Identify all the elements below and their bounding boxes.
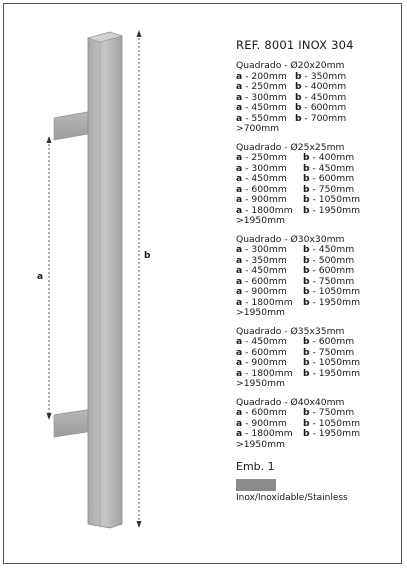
dimension-a-value: 600mm xyxy=(251,346,287,358)
size-row xyxy=(236,195,401,206)
size-row xyxy=(236,174,401,185)
size-row xyxy=(236,245,401,256)
dimension-a-value: 550mm xyxy=(251,112,287,124)
dimension-b-key: b xyxy=(303,428,310,439)
dimension-b-value: 750mm xyxy=(318,275,355,287)
dimension-b-value: 450mm xyxy=(318,162,355,174)
dimension-a-key: a xyxy=(236,296,243,308)
dimension-a-cell: a - 1800mm xyxy=(236,428,293,439)
dimension-a-key: a xyxy=(236,162,243,174)
dimension-b-key: b xyxy=(303,407,310,418)
dimension-b-key: b xyxy=(303,162,310,174)
dimension-b-value: 1050mm xyxy=(318,194,361,205)
size-group xyxy=(236,235,401,319)
size-group-extra: >1950mm xyxy=(236,438,285,450)
dimension-b-key: b xyxy=(303,183,310,195)
size-group xyxy=(236,61,401,135)
dimension-b-cell: b - 1950mm xyxy=(303,367,361,379)
dimension-a-cell: a - 300mm xyxy=(236,244,287,255)
dimension-a-cell: a - 300mm xyxy=(236,91,287,103)
dimension-b-cell: b - 1950mm xyxy=(303,296,361,308)
dimension-a-cell: a - 450mm xyxy=(236,102,287,113)
dimension-a-cell: a - 900mm xyxy=(236,417,287,429)
dimension-b-key: b xyxy=(295,70,302,82)
dimension-b-value: 600mm xyxy=(318,336,355,347)
size-group-header: Quadrado - Ø40x40mm xyxy=(236,396,345,408)
dimension-a-key: a xyxy=(236,254,243,266)
dimension-a-value: 1800mm xyxy=(251,428,293,439)
dimension-a-key: a xyxy=(236,286,243,297)
dimension-a-key: a xyxy=(236,194,243,205)
dimension-b-cell: b - 350mm xyxy=(295,70,347,82)
dimension-b-key: b xyxy=(303,286,310,297)
dimension-b-cell: b - 750mm xyxy=(303,346,355,358)
size-group-header: Quadrado - Ø30x30mm xyxy=(236,233,345,245)
specification-panel xyxy=(236,38,401,503)
dimension-b-cell: b - 1950mm xyxy=(303,428,361,439)
dimension-b-cell: b - 700mm xyxy=(295,112,347,124)
dimension-b-cell: b - 1950mm xyxy=(303,204,361,216)
dimension-b-value: 1050mm xyxy=(318,357,361,368)
dimension-a-value: 250mm xyxy=(251,81,287,92)
dimension-b-key: b xyxy=(303,194,310,205)
dimension-b-key: b xyxy=(303,244,310,255)
dimension-b-value: 1950mm xyxy=(318,428,361,439)
size-row xyxy=(236,358,401,369)
dimension-b-cell: b - 450mm xyxy=(303,244,355,255)
dimension-b-key: b xyxy=(295,112,302,124)
size-group-extra: >1950mm xyxy=(236,307,285,318)
dimension-b-value: 1950mm xyxy=(318,367,361,379)
dimension-b-cell: b - 600mm xyxy=(303,173,355,184)
dimension-label-b: b xyxy=(144,251,151,261)
dimension-a-value: 900mm xyxy=(251,417,287,429)
dimension-b-key: b xyxy=(303,152,310,163)
dimension-a-cell: a - 450mm xyxy=(236,336,287,347)
dimension-b-cell: b - 500mm xyxy=(303,254,355,266)
dimension-b-key: b xyxy=(295,102,302,113)
dimension-b-cell: b - 450mm xyxy=(295,91,347,103)
dimension-a-key: a xyxy=(236,244,243,255)
dimension-a-value: 600mm xyxy=(251,183,287,195)
dimension-a-key: a xyxy=(236,204,243,216)
size-group-header: Quadrado - Ø20x20mm xyxy=(236,60,345,71)
size-group-header: Quadrado - Ø25x25mm xyxy=(236,141,345,153)
dimension-a-value: 450mm xyxy=(251,336,287,347)
dimension-a-key: a xyxy=(236,367,243,379)
dimension-b-cell: b - 1050mm xyxy=(303,357,361,368)
dimension-a-key: a xyxy=(236,357,243,368)
dimension-a-value: 1800mm xyxy=(251,296,293,308)
dimension-b-value: 1050mm xyxy=(318,286,361,297)
dimension-a-cell: a - 550mm xyxy=(236,112,287,124)
dimension-a-cell: a - 450mm xyxy=(236,265,287,276)
dimension-line-b xyxy=(137,30,142,528)
dimension-b-key: b xyxy=(295,91,302,103)
size-row xyxy=(236,266,401,277)
dimension-b-value: 450mm xyxy=(318,244,355,255)
dimension-b-value: 1050mm xyxy=(318,417,361,429)
dimension-a-key: a xyxy=(236,265,243,276)
dimension-a-value: 900mm xyxy=(251,286,287,297)
dimension-a-value: 250mm xyxy=(251,152,287,163)
dimension-b-cell: b - 1050mm xyxy=(303,194,361,205)
dimension-a-key: a xyxy=(236,417,243,429)
dimension-b-cell: b - 1050mm xyxy=(303,417,361,429)
dimension-b-key: b xyxy=(303,357,310,368)
dimension-a-cell: a - 1800mm xyxy=(236,367,293,379)
dimension-b-value: 600mm xyxy=(310,102,347,113)
dimension-b-key: b xyxy=(303,173,310,184)
dimension-a-value: 1800mm xyxy=(251,367,293,379)
dimension-a-key: a xyxy=(236,102,243,113)
dimension-a-key: a xyxy=(236,112,243,124)
dimension-b-key: b xyxy=(295,81,302,92)
dimension-a-cell: a - 600mm xyxy=(236,275,287,287)
dimension-b-cell: b - 1050mm xyxy=(303,286,361,297)
size-row xyxy=(236,82,401,93)
dimension-b-key: b xyxy=(303,367,310,379)
dimension-a-key: a xyxy=(236,173,243,184)
dimension-a-cell: a - 600mm xyxy=(236,183,287,195)
dimension-a-cell: a - 900mm xyxy=(236,286,287,297)
dimension-b-value: 1950mm xyxy=(318,204,361,216)
dimension-b-key: b xyxy=(303,275,310,287)
dimension-a-value: 450mm xyxy=(251,265,287,276)
dimension-a-value: 600mm xyxy=(251,407,287,418)
dimension-a-key: a xyxy=(236,275,243,287)
dimension-b-value: 750mm xyxy=(318,183,355,195)
dimension-a-cell: a - 200mm xyxy=(236,70,287,82)
dimension-b-key: b xyxy=(303,254,310,266)
dimension-a-cell: a - 600mm xyxy=(236,407,287,418)
dimension-a-key: a xyxy=(236,152,243,163)
dimension-b-key: b xyxy=(303,336,310,347)
finish-swatch xyxy=(236,479,276,491)
dimension-a-value: 350mm xyxy=(251,254,287,266)
dimension-b-value: 600mm xyxy=(318,173,355,184)
dimension-a-cell: a - 900mm xyxy=(236,194,287,205)
dimension-b-cell: b - 400mm xyxy=(295,81,347,92)
dimension-a-key: a xyxy=(236,346,243,358)
dimension-a-value: 900mm xyxy=(251,357,287,368)
dimension-b-cell: b - 750mm xyxy=(303,275,355,287)
size-group-extra: >1950mm xyxy=(236,215,285,226)
dimension-a-value: 300mm xyxy=(251,162,287,174)
size-row xyxy=(236,287,401,298)
dimension-b-value: 750mm xyxy=(318,346,355,358)
size-group xyxy=(236,398,401,451)
dimension-b-value: 450mm xyxy=(310,91,347,103)
dimension-b-key: b xyxy=(303,296,310,308)
dimension-b-value: 400mm xyxy=(318,152,355,163)
dimension-b-cell: b - 600mm xyxy=(295,102,347,113)
packaging-label: Emb. 1 xyxy=(236,460,275,473)
dimension-b-key: b xyxy=(303,265,310,276)
size-row xyxy=(236,429,401,440)
dimension-a-cell: a - 350mm xyxy=(236,254,287,266)
dimension-b-key: b xyxy=(303,417,310,429)
size-row xyxy=(236,103,401,114)
dimension-a-value: 300mm xyxy=(251,244,287,255)
handle-bar xyxy=(88,32,122,528)
size-row xyxy=(236,337,401,348)
dimension-a-value: 600mm xyxy=(251,275,287,287)
size-group xyxy=(236,327,401,390)
size-group xyxy=(236,143,401,227)
dimension-a-value: 900mm xyxy=(251,194,287,205)
dimension-a-cell: a - 450mm xyxy=(236,173,287,184)
dimension-a-cell: a - 1800mm xyxy=(236,204,293,216)
size-group-extra: >700mm xyxy=(236,123,280,134)
dimension-b-value: 500mm xyxy=(318,254,355,266)
dimension-a-value: 1800mm xyxy=(251,204,293,216)
dimension-label-a: a xyxy=(37,272,44,282)
size-row xyxy=(236,153,401,164)
dimension-a-value: 450mm xyxy=(251,102,287,113)
dimension-b-cell: b - 750mm xyxy=(303,183,355,195)
dimension-b-cell: b - 600mm xyxy=(303,265,355,276)
dimension-a-cell: a - 250mm xyxy=(236,81,287,92)
dimension-a-value: 450mm xyxy=(251,173,287,184)
dimension-a-cell: a - 300mm xyxy=(236,162,287,174)
dimension-a-key: a xyxy=(236,91,243,103)
dimension-a-value: 200mm xyxy=(251,70,287,82)
size-groups xyxy=(236,61,401,450)
dimension-a-cell: a - 250mm xyxy=(236,152,287,163)
reference-title: REF. 8001 INOX 304 xyxy=(236,38,354,52)
dimension-a-cell: a - 600mm xyxy=(236,346,287,358)
dimension-a-key: a xyxy=(236,407,243,418)
dimension-b-cell: b - 750mm xyxy=(303,407,355,418)
dimension-a-key: a xyxy=(236,336,243,347)
dimension-b-value: 350mm xyxy=(310,70,347,82)
dimension-a-key: a xyxy=(236,70,243,82)
dimension-b-cell: b - 400mm xyxy=(303,152,355,163)
dimension-a-cell: a - 1800mm xyxy=(236,296,293,308)
dimension-b-value: 600mm xyxy=(318,265,355,276)
dimension-a-key: a xyxy=(236,183,243,195)
dimension-b-key: b xyxy=(303,346,310,358)
dimension-a-key: a xyxy=(236,428,243,439)
dimension-a-key: a xyxy=(236,81,243,92)
dimension-b-value: 400mm xyxy=(310,81,347,92)
dimension-b-key: b xyxy=(303,204,310,216)
dimension-b-cell: b - 450mm xyxy=(303,162,355,174)
dimension-b-value: 700mm xyxy=(310,112,347,124)
dimension-b-value: 1950mm xyxy=(318,296,361,308)
dimension-a-cell: a - 900mm xyxy=(236,357,287,368)
dimension-b-cell: b - 600mm xyxy=(303,336,355,347)
size-row xyxy=(236,408,401,419)
dimension-a-value: 300mm xyxy=(251,91,287,103)
size-group-header: Quadrado - Ø35x35mm xyxy=(236,325,345,337)
finish-label: Inox/Inoxidable/Stainless xyxy=(236,493,348,503)
dimension-line-a xyxy=(47,136,52,420)
size-group-extra: >1950mm xyxy=(236,378,285,389)
dimension-b-value: 750mm xyxy=(318,407,355,418)
